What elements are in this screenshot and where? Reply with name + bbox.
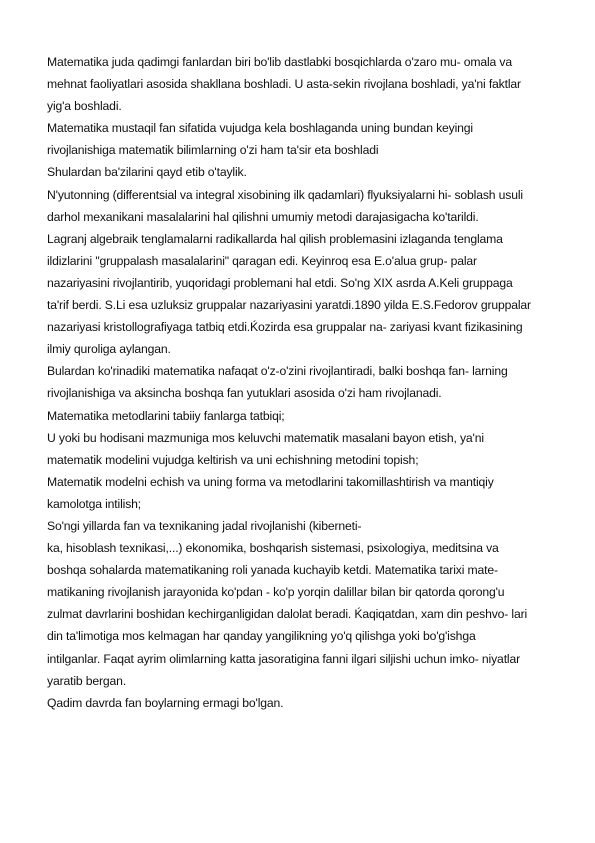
text-line: nazariyasini rivojlantirib, yuqoridagi problemani hal etdi. So'ng XIX asrda A.Keli gruppaga — [47, 275, 513, 290]
text-line: ka, hisoblash texnikasi,...) ekonomika, boshqarish sistemasi, psixologiya, meditsina va — [47, 541, 499, 556]
text-line: intilganlar. Faqat ayrim olimlarning katta jasoratigina fanni ilgari siljishi uchun imko- niyatlar — [47, 651, 521, 666]
text-line: ilmiy quroliga aylangan. — [47, 342, 171, 357]
text-line: mehnat faoliyatlari asosida shakllana boshladi. U asta-sekin rivojlana boshladi, ya'ni faktlar — [47, 77, 521, 92]
text-line: Matematika juda qadimgi fanlardan biri bo'lib dastlabki bosqichlarda o'zaro mu- omala va — [47, 55, 512, 69]
text-line: So'ngi yillarda fan va texnikaning jadal rivojlanishi (kiberneti- — [47, 518, 362, 533]
text-line: N'yutonning (differentsial va integral xisobining ilk qadamlari) flyuksiyalarni hi- soblash usuli — [47, 187, 523, 202]
text-line: ta'rif berdi. S.Li esa uzluksiz gruppalar nazariyasini yaratdi.1890 yilda E.S.Fedorov gruppalar — [47, 298, 531, 313]
text-line: U yoki bu hodisani mazmuniga mos keluvchi matematik masalani bayon etish, ya'ni — [47, 430, 484, 445]
text-line: Matematika mustaqil fan sifatida vujudga kela boshlaganda uning bundan keyingi — [47, 121, 473, 136]
text-line: din ta'limotiga mos kelmagan har qanday yangilikning yo'q qilishga yoki bo'g'ishga — [47, 629, 476, 644]
text-line: yig'a boshladi. — [47, 99, 122, 114]
text-line: rivojlanishiga va aksincha boshqa fan yutuklari asosida o'zi ham rivojlanadi. — [47, 386, 442, 401]
text-line: Bulardan ko'rinadiki matematika nafaqat o'z-o'zini rivojlantiradi, balki boshqa fan- larning — [47, 364, 508, 379]
text-line: Shulardan ba'zilarini qayd etib o'taylik. — [47, 165, 247, 180]
text-line: kamolotga intilish; — [47, 496, 142, 511]
text-line: nazariyasi kristollografiyaga tatbiq etdi.Ḱozirda esa gruppalar na- zariyasi kvant fizikasining — [47, 320, 523, 335]
text-line: ildizlarini "gruppalash masalalarini" qaragan edi. Keyinroq esa E.o'alua grup- palar — [47, 253, 477, 268]
text-line: boshqa sohalarda matematikaning roli yanada kuchayib ketdi. Matematika tarixi mate- — [47, 563, 498, 578]
text-line: darhol mexanikani masalalarini hal qilishni umumiy metodi darajasigacha ko'tarildi. — [47, 209, 479, 224]
text-line: Matematika metodlarini tabiiy fanlarga tatbiqi; — [47, 408, 285, 423]
text-line: Qadim davrda fan boylarning ermagi bo'lgan. — [47, 695, 284, 710]
text-line: yaratib bergan. — [47, 673, 127, 688]
text-line: matematik modelini vujudga keltirish va uni echishning metodini topish; — [47, 452, 419, 467]
text-line: zulmat davrlarini boshidan kechirganligidan dalolat beradi. Ḱaqiqatdan, xam din peshvo- lari — [47, 607, 528, 622]
text-line: matikaning rivojlanish jarayonida ko'pdan - ko'p yorqin dalillar bilan bir qatorda qorong'u — [47, 585, 505, 600]
text-line: Lagranj algebraik tenglamalarni radikallarda hal qilish problemasini izlaganda tenglama — [47, 231, 503, 246]
body-text — [47, 51, 587, 714]
text-line: rivojlanishiga matematik bilimlarning o'zi ham ta'sir eta boshladi — [47, 143, 379, 158]
text-line: Matematik modelni echish va uning forma va metodlarini takomillashtirish va mantiqiy — [47, 474, 494, 489]
